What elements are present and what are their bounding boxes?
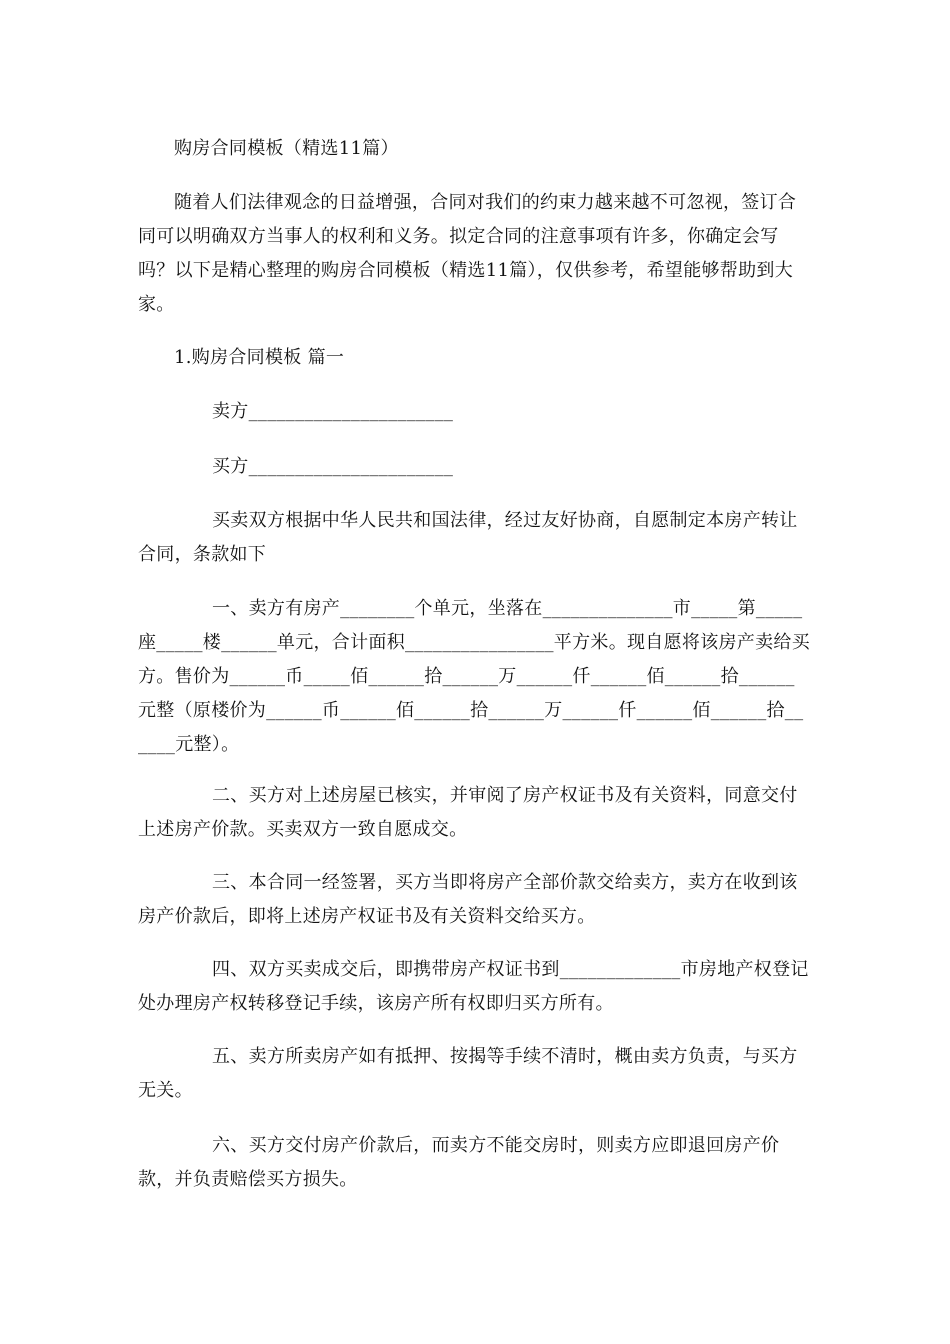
article-2: 二、买方对上述房屋已核实，并审阅了房产权证书及有关资料，同意交付上述房产价款。买卖双方一致自愿成交。 xyxy=(138,785,798,840)
article-6: 六、买方交付房产价款后，而卖方不能交房时，则卖方应即退回房产价款，并负责赔偿买方损失。 xyxy=(138,1135,780,1190)
section-heading: 1.购房合同模板 篇一 xyxy=(174,347,345,368)
document-title: 购房合同模板（精选11篇） xyxy=(174,138,399,159)
article-4: 四、双方买卖成交后，即携带房产权证书到_____________市房地产权登记处办理房产权转移登记手续，该房产所有权即归买方所有。 xyxy=(138,959,809,1014)
article-5: 五、卖方所卖房产如有抵押、按揭等手续不清时，概由卖方负责，与买方无关。 xyxy=(138,1046,798,1101)
seller-line: 卖方______________________ xyxy=(212,401,454,422)
article-1: 一、卖方有房产________个单元，坐落在______________市_____第_____座_____楼______单元，合计面积________________平方米。现自愿将该房产卖给买方。售价为______币_____佰______拾______万______仟______佰______拾______元整（原楼价为______币______佰______拾______万______仟______佰______拾______元整）。 xyxy=(138,598,810,755)
buyer-line: 买方______________________ xyxy=(212,456,454,477)
article-3: 三、本合同一经签署，买方当即将房产全部价款交给卖方，卖方在收到该房产价款后，即将上述房产权证书及有关资料交给买方。 xyxy=(138,872,798,927)
intro-paragraph: 随着人们法律观念的日益增强，合同对我们的约束力越来越不可忽视，签订合同可以明确双方当事人的权利和义务。拟定合同的注意事项有许多，你确定会写吗？以下是精心整理的购房合同模板（精选11篇），仅供参考，希望能够帮助到大家。 xyxy=(138,192,797,315)
contract-intro-paragraph: 买卖双方根据中华人民共和国法律，经过友好协商，自愿制定本房产转让合同，条款如下 xyxy=(138,510,798,565)
